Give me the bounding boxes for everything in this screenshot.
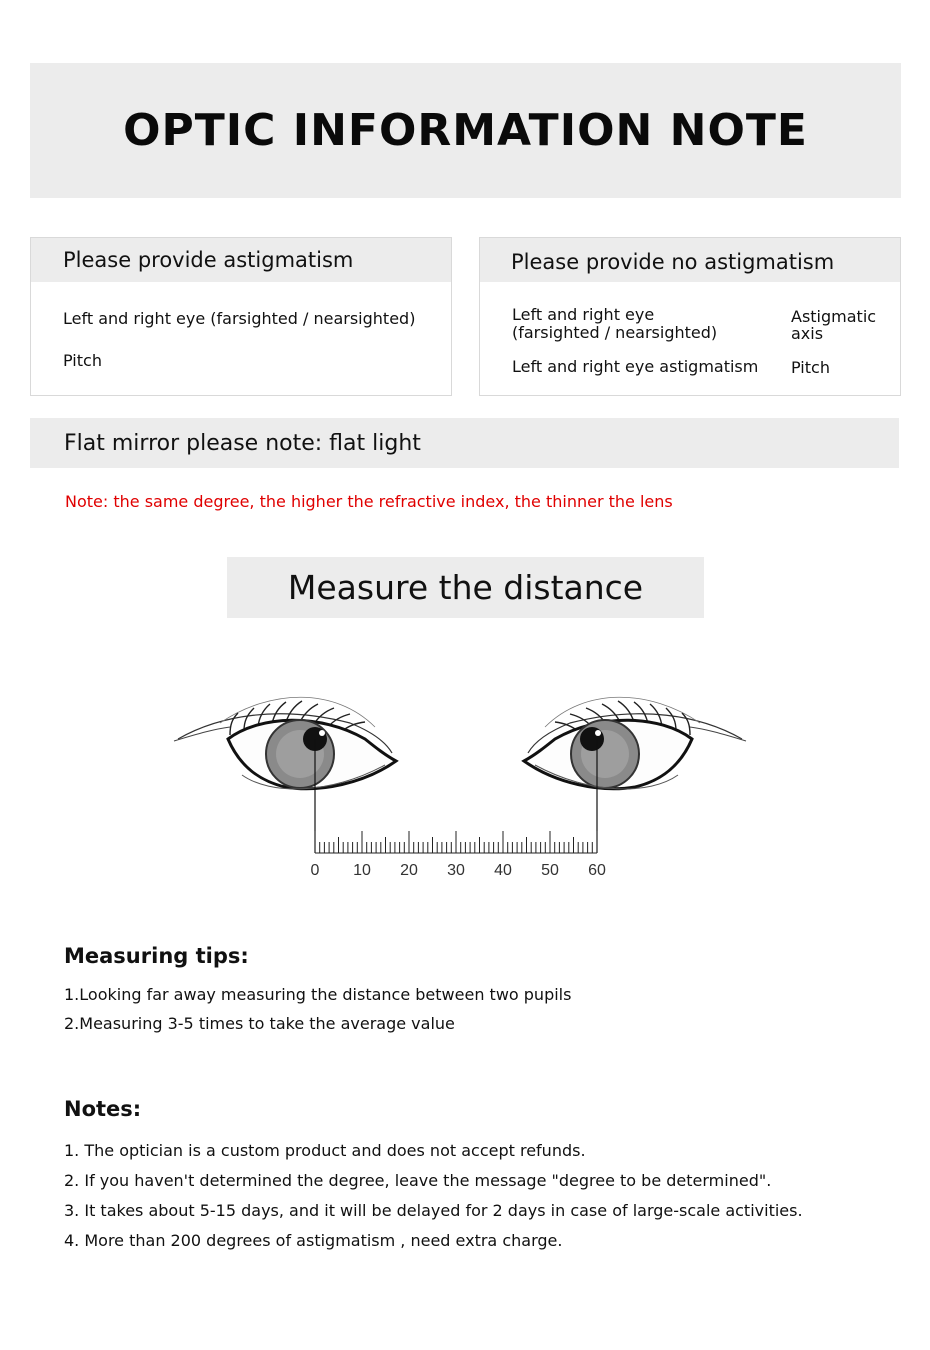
left-eye-icon	[174, 697, 396, 789]
note-item: 1. The optician is a custom product and does not accept refunds.	[64, 1141, 586, 1160]
notes-heading: Notes:	[64, 1097, 142, 1121]
no-astig-axis-label	[791, 308, 876, 342]
ruler-label: 30	[447, 862, 465, 879]
tip-item: 1.Looking far away measuring the distance between two pupils	[64, 985, 572, 1004]
refractive-index-note: Note: the same degree, the higher the refractive index, the thinner the lens	[65, 492, 673, 511]
title-banner	[30, 63, 901, 198]
no-astigmatism-box	[479, 237, 901, 396]
right-eye-icon	[524, 697, 746, 789]
page-title: OPTIC INFORMATION NOTE	[123, 105, 808, 156]
no-astig-eye-line-b: (farsighted / nearsighted)	[512, 323, 718, 342]
astigmatism-line-eye: Left and right eye (farsighted / nearsighted)	[63, 309, 416, 328]
measure-distance-heading: Measure the distance	[227, 557, 704, 618]
no-astigmatism-heading: Please provide no astigmatism	[480, 238, 900, 282]
no-astig-axis-line-a: Astigmatic	[791, 307, 877, 326]
ruler-label: 10	[353, 862, 371, 879]
flat-mirror-banner: Flat mirror please note: flat light	[30, 418, 899, 468]
ruler-labels	[311, 862, 606, 879]
astigmatism-box	[30, 237, 452, 396]
ruler-label: 40	[494, 862, 512, 879]
no-astig-axis-line-b: axis	[791, 324, 824, 343]
no-astig-eye-line-a: Left and right eye	[512, 305, 655, 324]
no-astig-eye-astigmatism: Left and right eye astigmatism	[512, 357, 759, 376]
note-item: 2. If you haven't determined the degree, leave the message "degree to be determined".	[64, 1171, 772, 1190]
pupil-distance-illustration	[160, 675, 760, 890]
ruler-label: 20	[400, 862, 418, 879]
note-item: 4. More than 200 degrees of astigmatism , need extra charge.	[64, 1231, 563, 1250]
ruler	[315, 831, 597, 853]
astigmatism-heading: Please provide astigmatism	[31, 238, 451, 282]
no-astig-eye-label	[512, 306, 717, 342]
tip-item: 2.Measuring 3-5 times to take the average value	[64, 1014, 455, 1033]
astigmatism-line-pitch: Pitch	[63, 351, 102, 370]
measuring-tips-heading: Measuring tips:	[64, 944, 249, 968]
note-item: 3. It takes about 5-15 days, and it will be delayed for 2 days in case of large-scale activities.	[64, 1201, 803, 1220]
ruler-label: 0	[310, 862, 320, 879]
no-astig-pitch: Pitch	[791, 358, 830, 377]
ruler-label: 60	[588, 862, 606, 879]
ruler-label: 50	[541, 862, 559, 879]
